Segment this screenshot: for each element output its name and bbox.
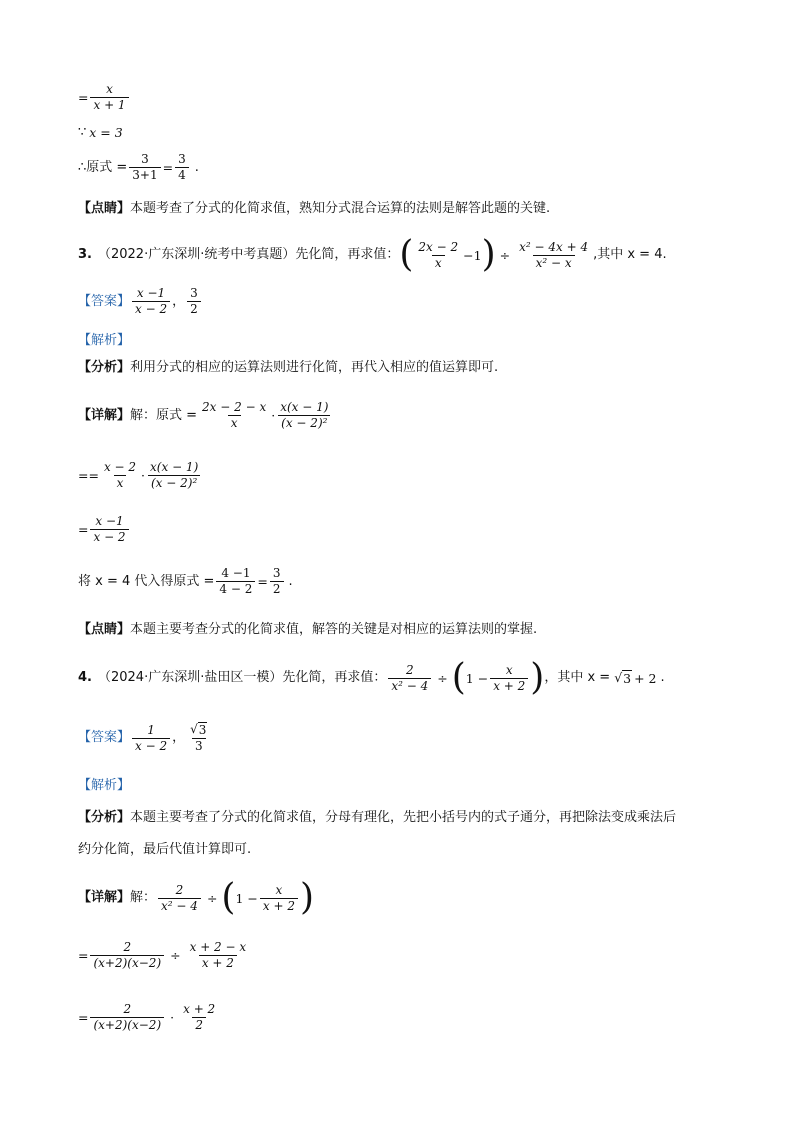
fraction: $\frac{x -1}{x - 2}$ bbox=[132, 286, 170, 317]
fraction: $\frac{\text{x² − 4x + 4}}{\text{x² − x}}$ bbox=[519, 239, 589, 270]
fraction: $\frac{4 -1}{4 - 2}$ bbox=[216, 566, 255, 597]
fraction: $\frac{2x - 2 - x}{x}$ bbox=[202, 400, 267, 430]
fraction: $\frac{2}{(x+2)(x-2)}$ bbox=[90, 940, 164, 971]
period: . bbox=[288, 573, 293, 589]
solution-prefix: 解： bbox=[130, 890, 157, 906]
square-root: √ 3 bbox=[614, 670, 632, 686]
equals-sign: == bbox=[78, 468, 99, 483]
fraction: $\frac{3}{3+1}$ bbox=[129, 152, 160, 183]
fenxi-4 bbox=[78, 810, 676, 826]
given-line bbox=[78, 125, 123, 141]
dianjing-label: 【点睛】 bbox=[78, 622, 131, 637]
fenxi-label: 【分析】 bbox=[78, 810, 131, 825]
one-minus: 1 − bbox=[235, 890, 258, 906]
one-minus: 1 − bbox=[465, 670, 489, 686]
question-tail: ,其中 x = 4. bbox=[593, 247, 667, 263]
plus-two: + 2 bbox=[634, 670, 657, 686]
fraction: $\frac{x -1}{x - 2}$ bbox=[90, 514, 128, 545]
fenxi-3 bbox=[78, 360, 498, 376]
equals-sign: = bbox=[78, 1010, 89, 1025]
because-symbol: ∵ bbox=[78, 125, 87, 140]
fraction: $\frac{2}{\text{x² − 4}}$ bbox=[158, 883, 201, 914]
fenxi-4-cont bbox=[78, 842, 251, 858]
dianjing-text: 本题主要考查分式的化简求值，解答的关键是对相应的运算法则的掌握. bbox=[130, 622, 538, 637]
detail-step-2 bbox=[78, 460, 203, 491]
answer-4 bbox=[78, 722, 212, 754]
solution-prefix: 解：原式 = bbox=[130, 407, 198, 423]
radical-icon: √ bbox=[190, 722, 198, 736]
left-paren: ( bbox=[221, 877, 236, 918]
fenxi-text-2: 约分化简，最后代值计算即可. bbox=[78, 842, 252, 857]
dianjing-note-1 bbox=[78, 201, 550, 217]
step-line-1 bbox=[78, 82, 131, 113]
left-paren: ( bbox=[451, 657, 466, 698]
answer-label: 【答案】 bbox=[78, 730, 131, 746]
question-4 bbox=[78, 657, 665, 698]
therefore-text: ∴原式 = bbox=[78, 159, 128, 175]
left-paren: ( bbox=[399, 234, 414, 275]
detail-step-3 bbox=[78, 514, 131, 545]
analysis-header-3 bbox=[78, 333, 130, 349]
fraction: $\frac{3}{2}$ bbox=[270, 566, 284, 597]
fraction: $\frac{x + 2 - x}{x + 2}$ bbox=[189, 940, 247, 970]
fenxi-text: 利用分式的相应的运算法则进行化简，再代入相应的值运算即可. bbox=[130, 360, 499, 375]
question-number: 3. bbox=[78, 247, 92, 263]
comma: ， bbox=[172, 730, 186, 746]
divide-sign: ÷ bbox=[206, 890, 218, 906]
xiangjie-label: 【详解】 bbox=[78, 407, 131, 423]
equals-sign: = bbox=[162, 160, 174, 175]
jiexi-label: 【解析】 bbox=[78, 333, 131, 348]
question-3 bbox=[78, 234, 667, 275]
radical-icon: √ bbox=[614, 670, 623, 685]
multiply-dot: · bbox=[271, 408, 276, 423]
period: . bbox=[194, 159, 199, 175]
question-number: 4. bbox=[78, 670, 92, 686]
fraction: $\frac{x}{x + 1}$ bbox=[90, 82, 128, 113]
equals-sign: = bbox=[257, 574, 268, 589]
dianjing-text: 本题考查了分式的化简求值，熟知分式混合运算的法则是解答此题的关键. bbox=[130, 201, 551, 216]
fenxi-label: 【分析】 bbox=[78, 360, 131, 375]
divide-sign: ÷ bbox=[499, 247, 511, 263]
right-paren: ) bbox=[530, 657, 545, 698]
dianjing-label: 【点睛】 bbox=[78, 201, 131, 216]
equals-sign: = bbox=[78, 522, 89, 537]
minus-one: −1 bbox=[463, 247, 482, 263]
fraction: $\frac{2}{(x+2)(x-2)}$ bbox=[90, 1002, 164, 1033]
fraction: $\frac{x}{x + 2}$ bbox=[260, 883, 298, 914]
comma: ， bbox=[172, 293, 186, 309]
q4-detail-step-1 bbox=[78, 877, 315, 918]
given-value: x = 3 bbox=[89, 125, 123, 141]
fraction: $\frac{2}{\text{x² − 4}}$ bbox=[388, 663, 431, 694]
fraction: $\frac{2x - 2}{x}$ bbox=[418, 239, 459, 270]
period: . bbox=[660, 670, 665, 686]
equals-sign: = bbox=[78, 948, 89, 963]
q4-detail-step-3 bbox=[78, 1002, 220, 1033]
detail-step-4 bbox=[78, 566, 293, 597]
question-source: （2024·广东深圳·盐田区一模）先化简，再求值： bbox=[97, 670, 387, 686]
equals-sign: = bbox=[78, 90, 89, 105]
multiply-dot: · bbox=[141, 468, 146, 483]
dianjing-note-2 bbox=[78, 622, 537, 638]
substitute-text: 将 x = 4 代入得原式 = bbox=[78, 573, 215, 589]
fraction: $\frac{x + 2}{2}$ bbox=[183, 1002, 216, 1032]
answer-3 bbox=[78, 286, 203, 317]
divide-sign: ÷ bbox=[170, 948, 181, 963]
fraction: $\frac{x(x - 1)}{\text{(x − 2)²}}$ bbox=[277, 400, 331, 431]
fraction: $\frac{x(x - 1)}{\text{(x − 2)²}}$ bbox=[147, 460, 201, 491]
result-line bbox=[78, 152, 199, 183]
fraction: $\frac{3}{4}$ bbox=[175, 152, 189, 183]
xiangjie-label: 【详解】 bbox=[78, 890, 131, 906]
right-paren: ) bbox=[299, 877, 315, 918]
jiexi-label: 【解析】 bbox=[78, 778, 131, 793]
q4-detail-step-2 bbox=[78, 940, 251, 971]
multiply-dot: · bbox=[170, 1010, 175, 1025]
answer-label: 【答案】 bbox=[78, 293, 131, 309]
divide-sign: ÷ bbox=[437, 670, 448, 686]
analysis-header-4 bbox=[78, 778, 130, 794]
right-paren: ) bbox=[481, 234, 496, 275]
fraction: $\frac{3}{2}$ bbox=[187, 286, 201, 317]
fenxi-text-1: 本题主要考查了分式的化简求值，分母有理化，先把小括号内的式子通分，再把除法变成乘法后 bbox=[130, 810, 677, 825]
fraction: $\frac{x}{x + 2}$ bbox=[490, 663, 528, 694]
question-tail: ，其中 x = bbox=[544, 670, 611, 686]
fraction: √ 3 3 bbox=[190, 722, 207, 753]
fraction: $\frac{1}{x - 2}$ bbox=[132, 723, 170, 754]
fraction: $\frac{x - 2}{x}$ bbox=[103, 460, 137, 490]
question-source: （2022·广东深圳·统考中考真题）先化简，再求值： bbox=[97, 247, 400, 263]
detail-step-1 bbox=[78, 400, 333, 431]
